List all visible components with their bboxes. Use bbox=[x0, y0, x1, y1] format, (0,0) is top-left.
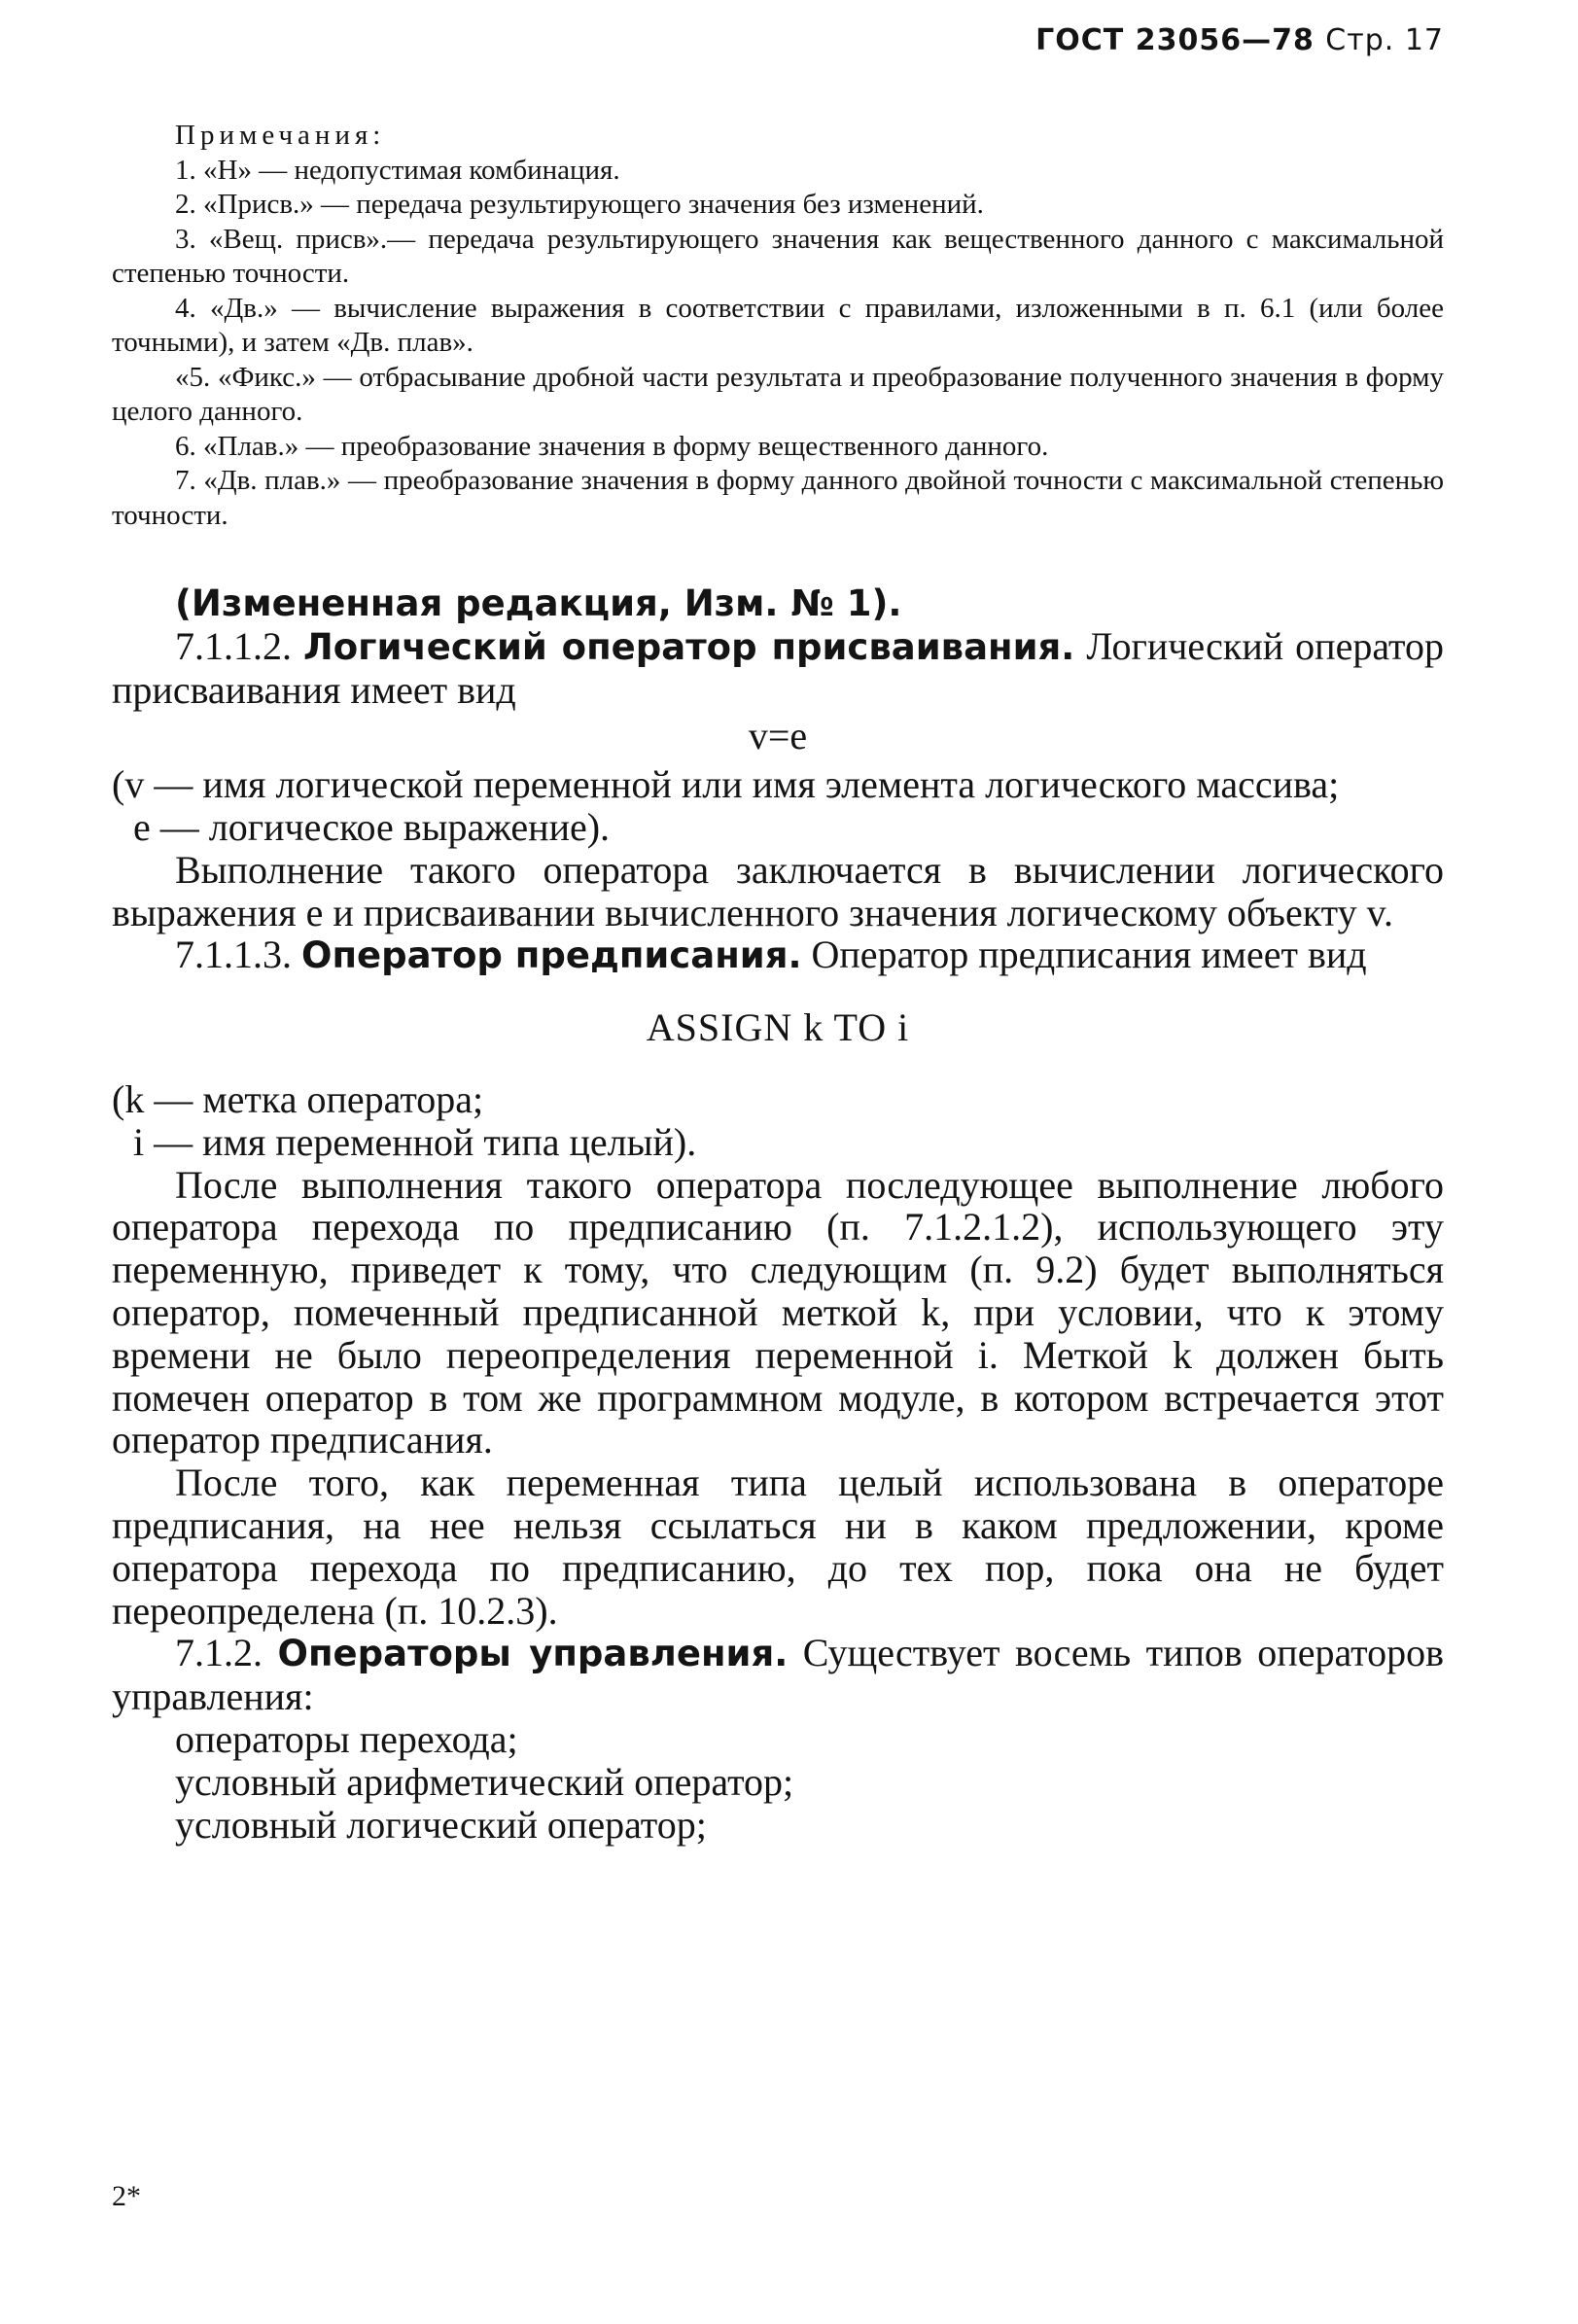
edition-note-text: (Измененная редакция, Изм. № 1). bbox=[175, 582, 902, 624]
note-item: 3. «Вещ. присв».— передача результирующего значения как вещественного данного с максимальной степенью точности. bbox=[112, 223, 1444, 289]
section-7-1-1-3 bbox=[112, 933, 1444, 977]
list-item: условный логический оператор; bbox=[175, 1802, 707, 1847]
section-text: Оператор предписания имеет вид bbox=[811, 933, 1367, 977]
note-item: 4. «Дв.» — вычисление выражения в соответствии с правилами, изложенными в п. 6.1 (или более точными), и затем «Дв. плав». bbox=[112, 292, 1444, 358]
list-item: операторы перехода; bbox=[175, 1716, 518, 1761]
standard-number: ГОСТ 23056—78 bbox=[1035, 23, 1315, 57]
section-title: Логический оператор присваивания. bbox=[303, 625, 1075, 668]
explanation-e: e — логическое выражение). bbox=[133, 804, 611, 849]
explanation-k: (k — метка оператора; bbox=[112, 1076, 484, 1121]
note-item: 1. «Н» — недопустимая комбинация. bbox=[175, 154, 620, 186]
note-item: 2. «Присв.» — передача результирующего значения без изменений. bbox=[175, 189, 984, 220]
notes-block bbox=[112, 119, 1444, 533]
note-item: «5. «Фикс.» — отбрасывание дробной части результата и преобразование полученного значения в форму целого данного. bbox=[112, 361, 1444, 427]
formula-assign: v=e bbox=[748, 714, 808, 758]
section-text: Существует восемь типов операторов управления: bbox=[112, 1631, 1445, 1719]
formula-assign-to: ASSIGN k TO i bbox=[646, 1005, 910, 1050]
explanation-i: i — имя переменной типа целый). bbox=[133, 1119, 697, 1164]
explanation-v: (v — имя логической переменной или имя элемента логического массива; bbox=[112, 762, 1340, 807]
section-number: 7.1.1.3. bbox=[175, 933, 292, 977]
paragraph-execution: Выполнение такого оператора заключается в вычислении логического выражения e и присваивании вычисленного значения логическому объекту v. bbox=[112, 847, 1444, 934]
page-number: Стр. 17 bbox=[1325, 23, 1444, 57]
note-item: 7. «Дв. плав.» — преобразование значения в форму данного двойной точности с максимальной степенью точности. bbox=[112, 465, 1444, 531]
section-title: Операторы управления. bbox=[277, 1633, 789, 1675]
section-7-1-2 bbox=[112, 1632, 1444, 1718]
section-number: 7.1.2. bbox=[175, 1631, 263, 1675]
section-number: 7.1.1.2. bbox=[175, 623, 292, 668]
section-title: Оператор предписания. bbox=[301, 934, 802, 977]
note-item: 6. «Плав.» — преобразование значения в форму вещественного данного. bbox=[175, 430, 1049, 462]
paragraph-after-assign: После выполнения такого оператора последующее выполнение любого оператора перехода по предписанию (п. 7.1.2.1.2), использующего эту переменную, приведет к тому, что следующим (п. 9.2) будет выполняться оператор, помеченный предписанной меткой k, при условии, что к этому времени не было переопределения переменной i. Меткой k должен быть помечен оператор в том же программном модуле, в котором встречается этот оператор предписания. bbox=[112, 1162, 1444, 1462]
paragraph-after-assign-2: После того, как переменная типа целый использована в операторе предписания, на нее нельзя ссылаться ни в каком предложении, кроме оператора перехода по предписанию, до тех пор, пока она не будет переопределена (п. 10.2.3). bbox=[112, 1461, 1444, 1633]
section-text: Логический оператор присваивания имеет вид bbox=[112, 623, 1444, 712]
section-7-1-1-2 bbox=[112, 625, 1444, 712]
page-header bbox=[1035, 23, 1444, 57]
main-text bbox=[112, 581, 1444, 1846]
edition-note bbox=[112, 581, 1444, 625]
list-item: условный арифметический оператор; bbox=[175, 1759, 794, 1804]
notes-title: Примечания: bbox=[175, 120, 386, 151]
page-signature: 2* bbox=[112, 2180, 141, 2212]
